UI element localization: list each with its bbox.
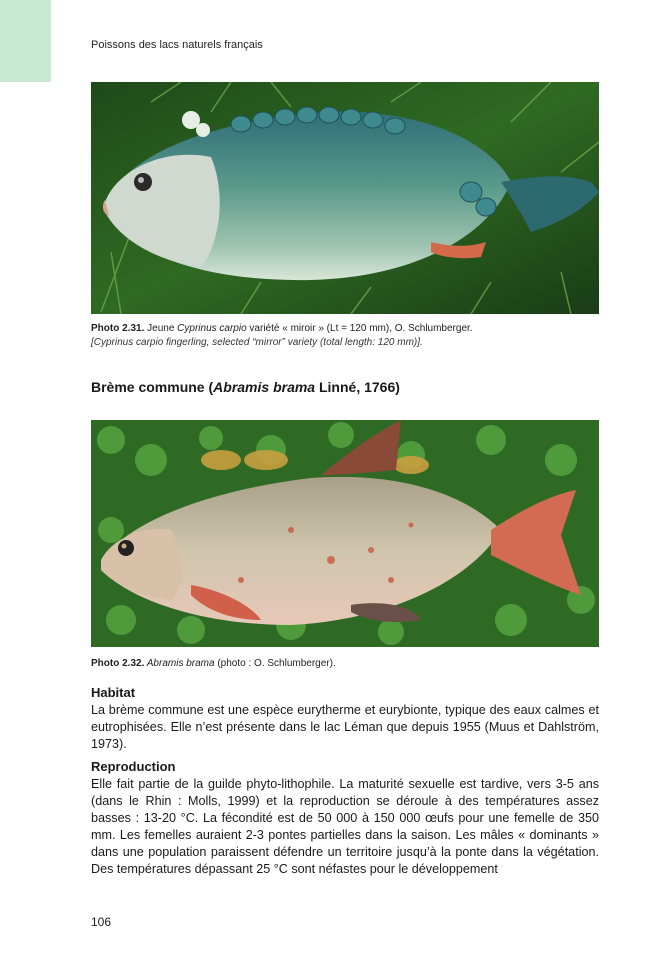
page-number: 106 [91,915,112,929]
reproduction-paragraph: Elle fait partie de la guilde phyto-lithophile. La maturité sexuelle est tardive, vers 3-5 ans (dans le Rhin : Molls, 1999) et la reproduction se déroule à des températures assez basses : 13-20 °C. La fécondité est de 50 000 à 150 000 œufs pour une femelle de 350 mm. Les femelles auraient 2-3 pontes partielles dans la saison. Les mâles « dominants » dans une population paraissent défendre un territoire jusqu’à la ponte dans la végétation. Des températures dépassant 25 °C sont néfastes pour le développement [91,777,599,876]
reproduction-heading: Reproduction [91,759,176,774]
habitat-paragraph: La brème commune est une espèce eurytherme et eurybionte, typique des eaux calmes et eutrophisées. Elle n’est présente dans le lac Léman que depuis 1955 (Muus et Dahlström, 1973). [91,703,599,751]
habitat-heading: Habitat [91,685,136,700]
caption-text: variété « miroir » (Lt = 120 mm), O. Schlumberger. [246,323,473,334]
photo-caption [91,657,599,671]
photo-caption [91,322,599,350]
caption-text: (photo : O. Schlumberger). [214,658,336,669]
title-species: Abramis brama [213,379,316,395]
photo-common-bream [91,420,599,647]
photo-label: Photo 2.32. [91,658,145,669]
caption-english: [Cyprinus carpio fingerling, selected “mirror” variety (total length: 120 mm)]. [91,337,423,348]
caption-species: Abramis brama [144,658,215,669]
photo-mirror-carp [91,82,599,314]
section-title: Brème commune (Abramis brama Linné, 1766) [91,379,400,395]
caption-species: Cyprinus carpio [177,323,247,334]
chapter-tab [0,0,51,82]
running-header: Poissons des lacs naturels français [91,39,263,51]
photo-label: Photo 2.31. [91,323,145,334]
caption-text: Jeune [144,323,178,334]
